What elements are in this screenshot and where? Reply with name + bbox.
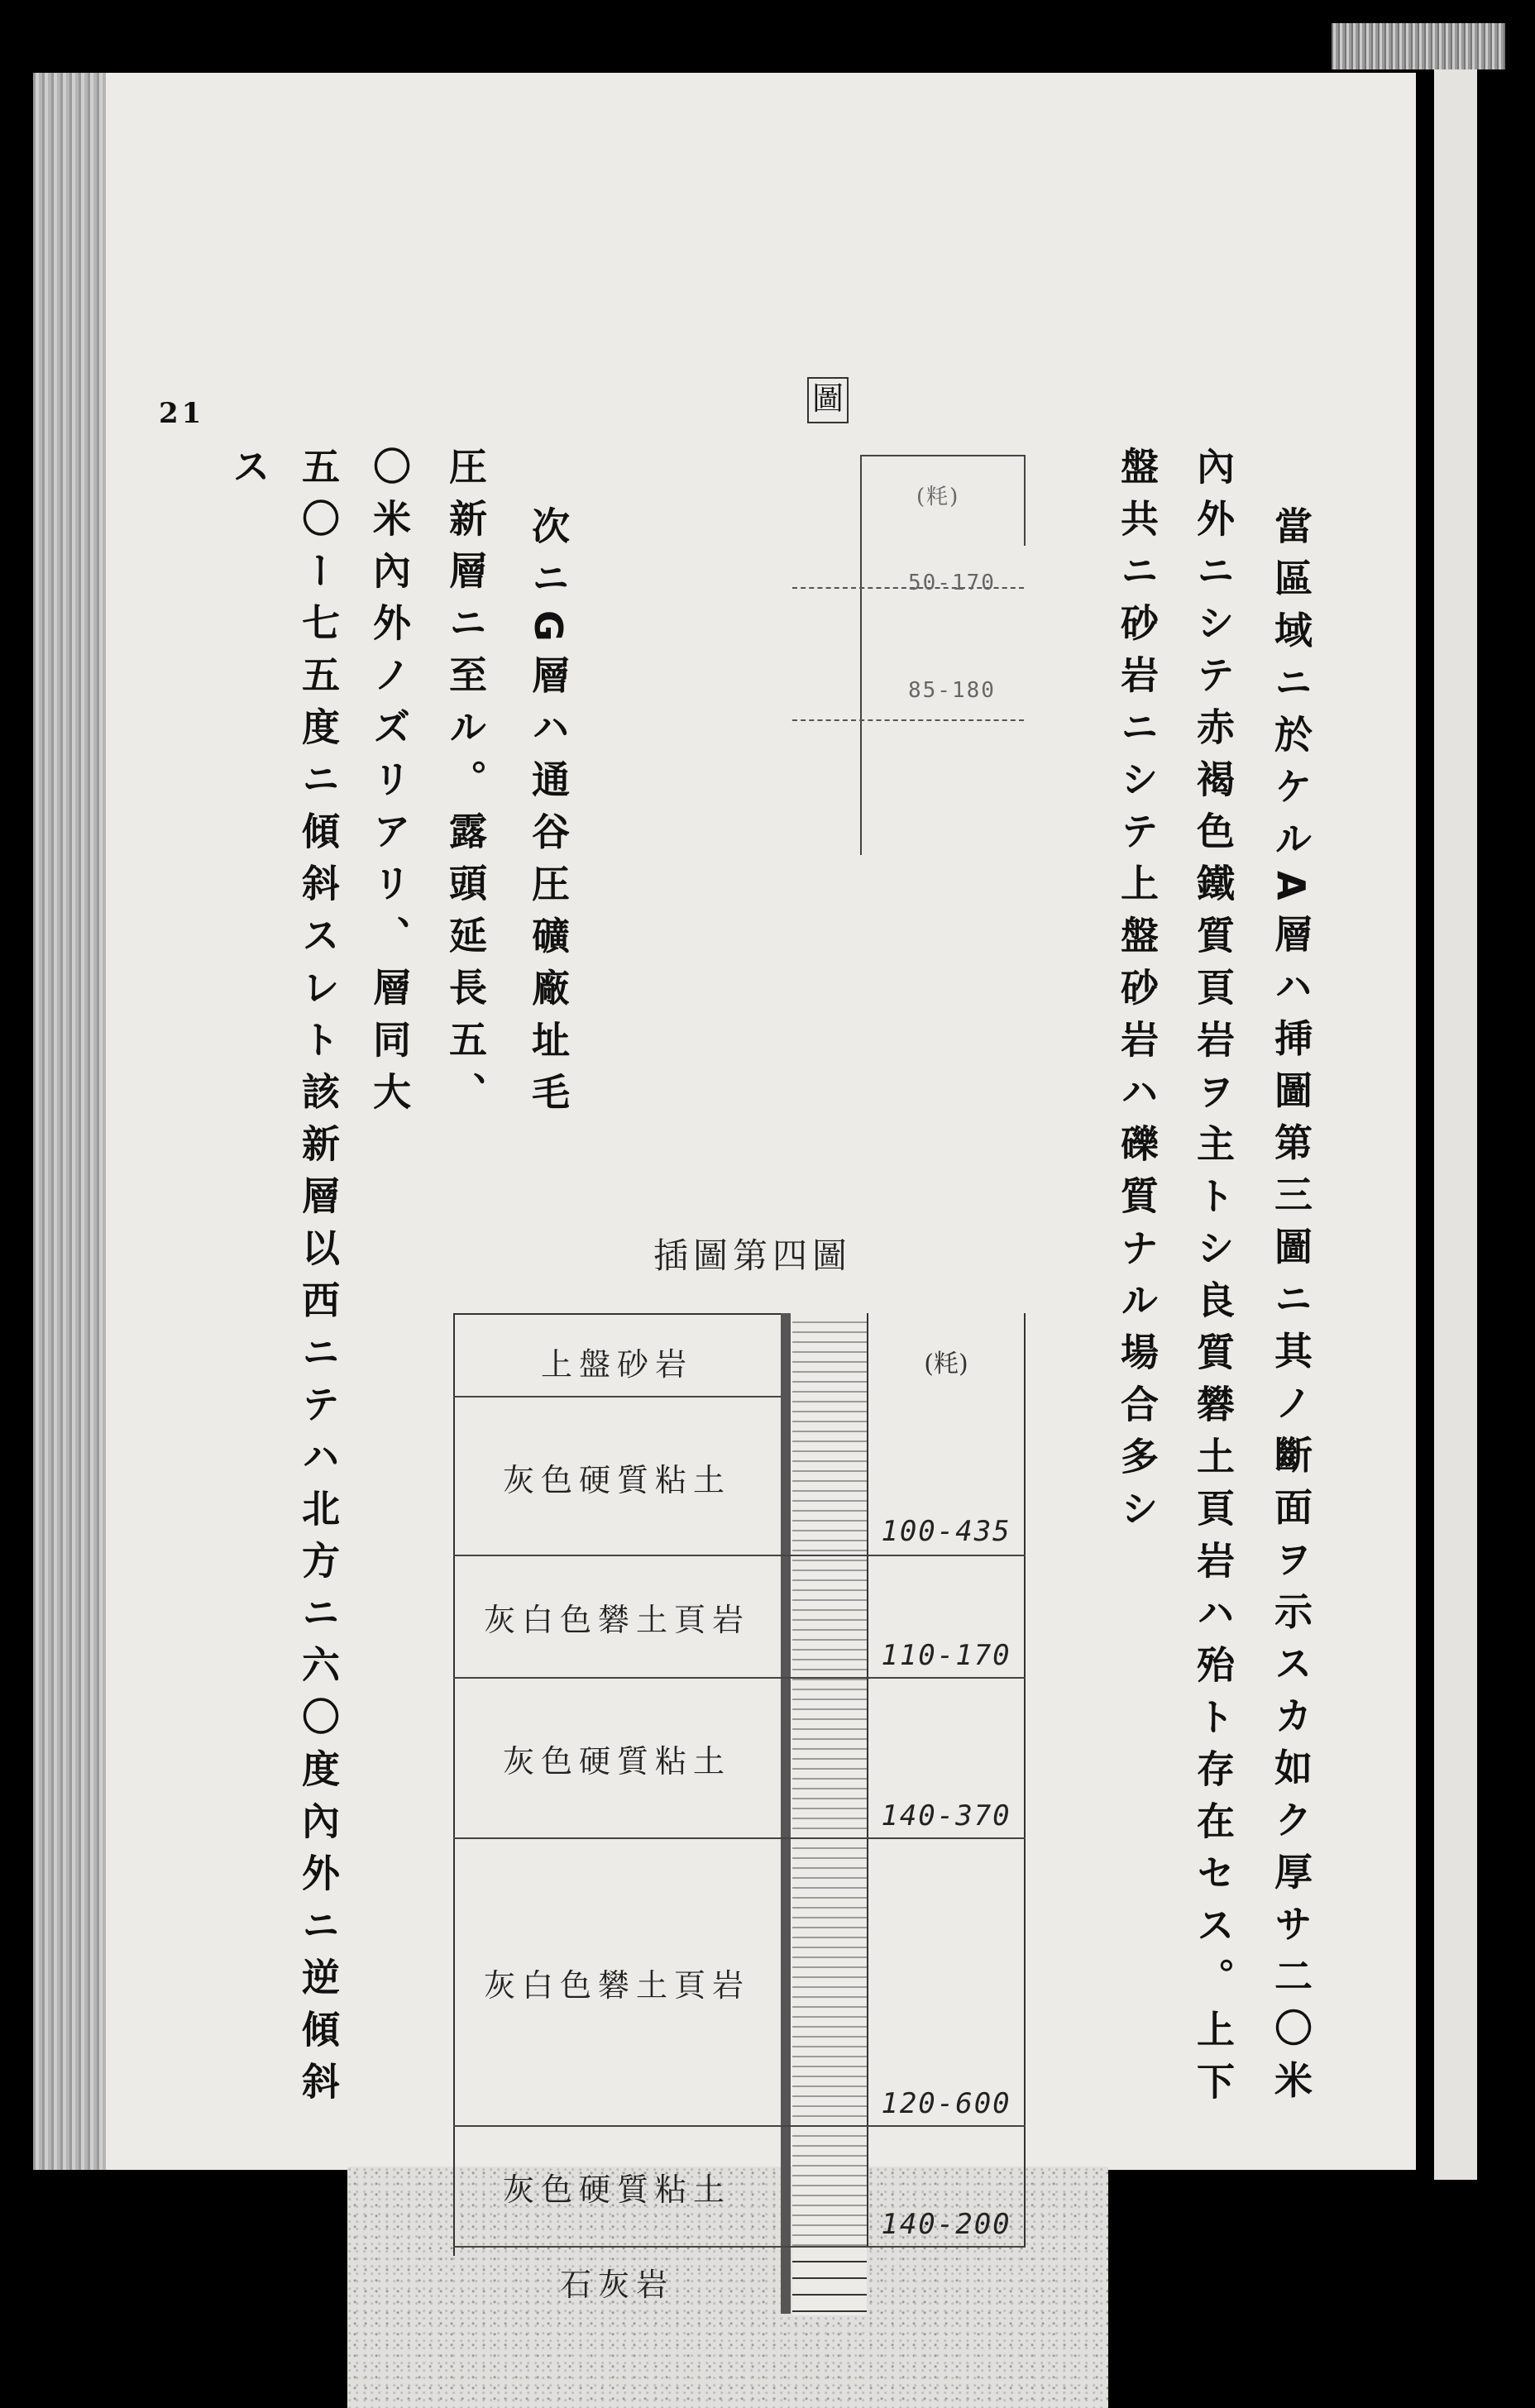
small-figure-divider	[860, 455, 862, 855]
text-column-4: 次ニG層ハ通谷圧礦廠址毛	[526, 506, 571, 1125]
layer-depth: 120-600	[881, 2087, 1011, 2120]
scan-noise	[1332, 23, 1505, 69]
layer-depth: 140-370	[881, 1799, 1011, 1832]
layer-label: 灰白色礬土頁岩	[483, 1601, 750, 1638]
sheet-right-strip	[1434, 63, 1477, 2180]
big-figure-title: 插圖第四圖	[653, 1235, 852, 1276]
layer-separator	[453, 1396, 781, 1398]
small-figure-dashline	[792, 719, 1024, 721]
layer-label: 上盤砂岩	[540, 1345, 693, 1383]
layer-label: 石灰岩	[559, 2266, 674, 2303]
small-figure	[792, 455, 1032, 860]
page-number: 21	[159, 397, 205, 430]
layer-label: 灰白色礬土頁岩	[483, 1966, 750, 2004]
small-figure-depth: 50-170	[908, 571, 996, 595]
layer-label: 灰色硬質粘土	[502, 1742, 731, 1780]
layer-label: 灰色硬質粘土	[502, 2171, 731, 2208]
limestone-hatch	[792, 2246, 867, 2315]
layer-depth: 100-435	[881, 1515, 1011, 1548]
big-figure	[453, 1313, 1026, 2315]
small-figure-top-border	[860, 455, 1026, 456]
layer-depth: 110-170	[881, 1639, 1011, 1672]
small-figure-right-border	[1024, 455, 1026, 546]
small-figure-title: 圖	[807, 377, 849, 423]
small-figure-unit: (粍)	[916, 485, 960, 509]
text-column-3: 盤共ニ砂岩ニシテ上盤砂岩ハ礫質ナル場合多シ	[1115, 447, 1160, 1541]
text-column-8: ス	[227, 447, 271, 499]
big-figure-center-rule	[781, 1313, 791, 2314]
text-column-2: 內外ニシテ赤褐色鐵質頁岩ヲ主トシ良質礬土頁岩ハ殆ト存在セス。上下	[1191, 447, 1236, 2114]
layer-label: 灰色硬質粘土	[502, 1461, 731, 1498]
small-figure-depth: 85-180	[908, 678, 996, 703]
depth-unit: (粍)	[924, 1350, 968, 1378]
sheet-left-edge	[33, 73, 106, 2170]
big-figure-top-border	[453, 1313, 781, 1315]
text-column-6: 〇米內外ノズリアリ、層同大	[367, 447, 412, 1124]
layer-depth: 140-200	[881, 2208, 1011, 2241]
text-column-5: 圧新層ニ至ル。露頭延長五、	[443, 447, 488, 1124]
strata-column	[792, 1313, 867, 2246]
text-column-7: 五〇ー七五度ニ傾斜スレト該新層以西ニテハ北方ニ六〇度內外ニ逆傾斜	[296, 447, 341, 2114]
text-column-1: 當區域ニ於ケルA層ハ挿圖第三圖ニ其ノ斷面ヲ示スカ如ク厚サ二〇米	[1269, 506, 1313, 2113]
